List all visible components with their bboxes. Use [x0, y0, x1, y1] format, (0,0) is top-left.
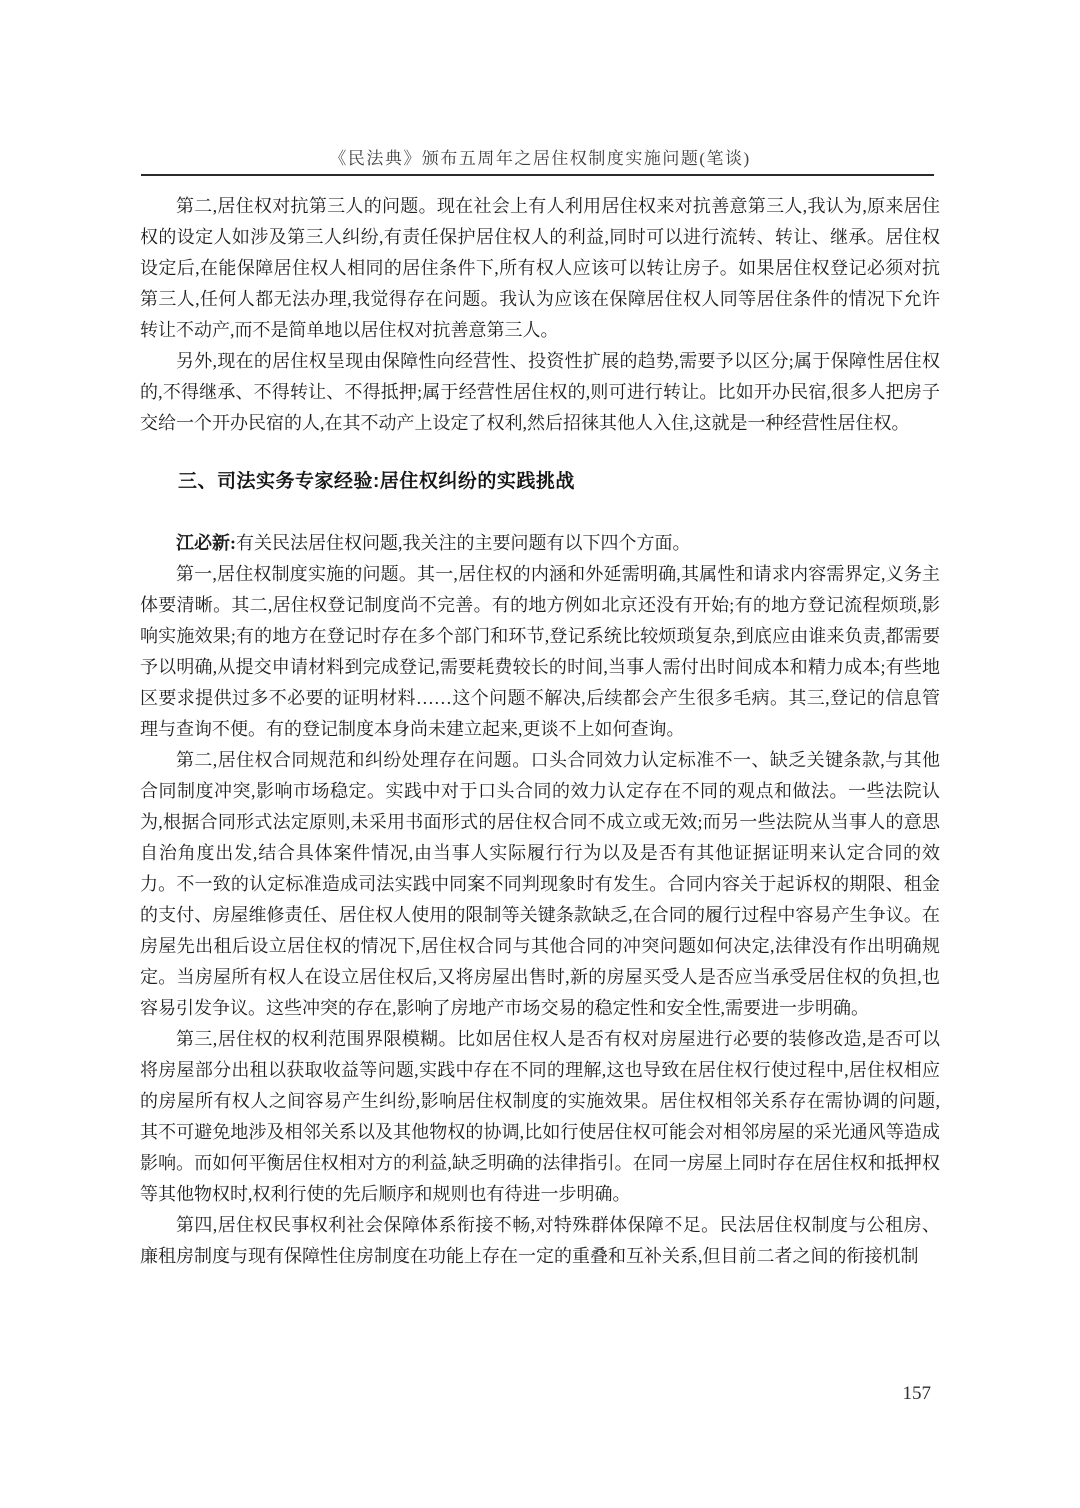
speaker-name: 江必新:: [176, 533, 236, 553]
paragraph: 第二,居住权对抗第三人的问题。现在社会上有人利用居住权来对抗善意第三人,我认为,原来居住权的设定人如涉及第三人纠纷,有责任保护居住权人的利益,同时可以进行流转、转让、继承。居住权设定后,在能保障居住权人相同的居住条件下,所有权人应该可以转让房子。如果居住权登记必须对抗第三人,任何人都无法办理,我觉得存在问题。我认为应该在保障居住权人同等居住条件的情况下允许转让不动产,而不是简单地以居住权对抗善意第三人。: [140, 196, 940, 340]
header-rule: [141, 174, 934, 176]
paragraph: 第一,居住权制度实施的问题。其一,居住权的内涵和外延需明确,其属性和请求内容需界定,义务主体要清晰。其二,居住权登记制度尚不完善。有的地方例如北京还没有开始;有的地方登记流程烦琐,影响实施效果;有的地方在登记时存在多个部门和环节,登记系统比较烦琐复杂,到底应由谁来负责,都需要予以明确,从提交申请材料到完成登记,需要耗费较长的时间,当事人需付出时间成本和精力成本;有些地区要求提供过多不必要的证明材料……这个问题不解决,后续都会产生很多毛病。其三,登记的信息管理与查询不便。有的登记制度本身尚未建立起来,更谈不上如何查询。: [140, 564, 940, 739]
paragraph: 另外,现在的居住权呈现由保障性向经营性、投资性扩展的趋势,需要予以区分;属于保障性居住权的,不得继承、不得转让、不得抵押;属于经营性居住权的,则可进行转让。比如开办民宿,很多人把房子交给一个开办民宿的人,在其不动产上设定了权利,然后招徕其他人入住,这就是一种经营性居住权。: [140, 351, 940, 433]
page-number: 157: [902, 1383, 931, 1404]
paragraph: 第二,居住权合同规范和纠纷处理存在问题。口头合同效力认定标准不一、缺乏关键条款,与其他合同制度冲突,影响市场稳定。实践中对于口头合同的效力认定存在不同的观点和做法。一些法院认为,根据合同形式法定原则,未采用书面形式的居住权合同不成立或无效;而另一些法院从当事人的意思自治角度出发,结合具体案件情况,由当事人实际履行行为以及是否有其他证据证明来认定合同的效力。不一致的认定标准造成司法实践中同案不同判现象时有发生。合同内容关于起诉权的期限、租金的支付、房屋维修责任、居住权人使用的限制等关键条款缺乏,在合同的履行过程中容易产生争议。在房屋先出租后设立居住权的情况下,居住权合同与其他合同的冲突问题如何决定,法律没有作出明确规定。当房屋所有权人在设立居住权后,又将房屋出售时,新的房屋买受人是否应当承受居住权的负担,也容易引发争议。这些冲突的存在,影响了房地产市场交易的稳定性和安全性,需要进一步明确。: [140, 750, 940, 1018]
paragraph: 第四,居住权民事权利社会保障体系衔接不畅,对特殊群体保障不足。民法居住权制度与公租房、廉租房制度与现有保障性住房制度在功能上存在一定的重叠和互补关系,但目前二者之间的衔接机制: [140, 1215, 940, 1266]
speaker-text: 有关民法居住权问题,我关注的主要问题有以下四个方面。: [236, 533, 691, 553]
section-heading: 三、司法实务专家经验:居住权纠纷的实践挑战: [178, 471, 575, 492]
paragraph: 第三,居住权的权利范围界限模糊。比如居住权人是否有权对房屋进行必要的装修改造,是否可以将房屋部分出租以获取收益等问题,实践中存在不同的理解,这也导致在居住权行使过程中,居住权相应的房屋所有权人之间容易产生纠纷,影响居住权制度的实施效果。居住权相邻关系存在需协调的问题,其不可避免地涉及相邻关系以及其他物权的协调,比如行使居住权可能会对相邻房屋的采光通风等造成影响。而如何平衡居住权相对方的利益,缺乏明确的法律指引。在同一房屋上同时存在居住权和抵押权等其他物权时,权利行使的先后顺序和规则也有待进一步明确。: [140, 1029, 940, 1204]
running-head: 《民法典》颁布五周年之居住权制度实施问题(笔谈): [329, 149, 751, 168]
article-body: [140, 191, 940, 1272]
speaker-paragraph: [140, 528, 940, 559]
